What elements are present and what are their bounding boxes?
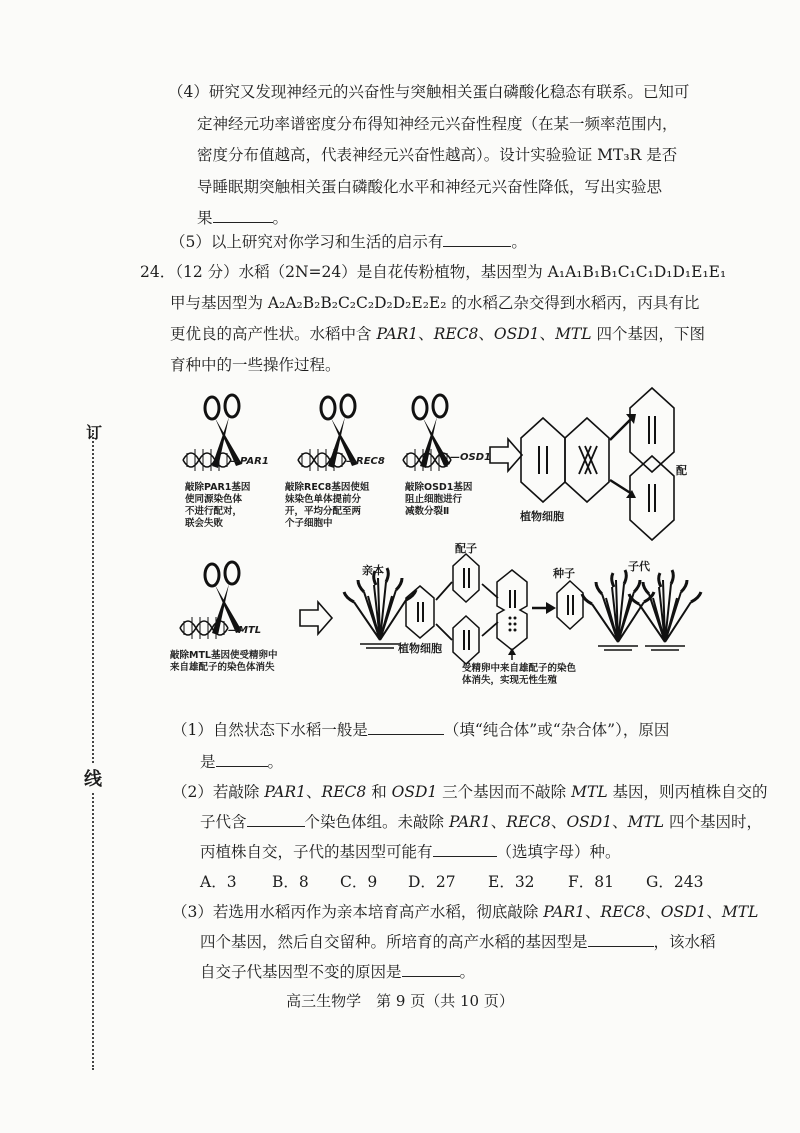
option-d[interactable]: D．27 — [408, 873, 456, 891]
plant-cell-hex — [521, 418, 565, 502]
q24-options — [200, 872, 703, 892]
label-seed: 种子 — [553, 567, 575, 580]
option-e[interactable]: E．32 — [488, 873, 535, 891]
q23-part4-line5: 果 。 — [197, 209, 289, 227]
answer-blank[interactable] — [368, 720, 444, 735]
gene-label-osd1: —OSD1 — [450, 452, 491, 463]
gene-label-par1: —PAR1 — [230, 456, 269, 467]
option-f[interactable]: F．81 — [568, 873, 614, 891]
parent-cell-hex — [406, 586, 434, 638]
arrow-icon — [610, 418, 632, 440]
q23-part4-line1: （4）研究又发现神经元的兴奋性与突触相关蛋白磷酸化稳态有联系。已知可 — [168, 83, 690, 101]
label-plant-cell-2: 植物细胞 — [398, 642, 442, 655]
label-gamete: 配子 — [455, 542, 477, 555]
q23-part4-line2: 定神经元功率谱密度分布得知神经元兴奋性程度（在某一频率范围内， — [197, 115, 678, 133]
gamete-hex — [453, 554, 479, 602]
q24-part2-line2: 子代含 个染色体组。未敲除 PAR1、REC8、OSD1、MTL 四个基因时， — [200, 813, 763, 831]
dna-icon — [298, 449, 346, 471]
caption-mtl: 敲除MTL基因使受精卵中 来自雄配子的染色体消失 — [170, 650, 278, 673]
q24-line4: 育种中的一些操作过程。 — [170, 356, 341, 374]
label-gamete-top: 配 — [676, 464, 687, 477]
option-c[interactable]: C．9 — [340, 873, 378, 891]
margin-mark-top: 订 — [86, 423, 103, 442]
q24-part3-line3: 自交子代基因型不变的原因是 。 — [200, 963, 476, 981]
answer-blank[interactable] — [588, 932, 654, 947]
option-g[interactable]: G．243 — [646, 873, 704, 891]
option-b[interactable]: B．8 — [272, 873, 309, 891]
dividing-cell-hex — [565, 418, 609, 502]
answer-blank[interactable] — [402, 962, 460, 977]
page-footer: 高三生物学 第 9 页（共 10 页） — [286, 992, 514, 1010]
q23-part5: （5）以上研究对你学习和生活的启示有 。 — [170, 233, 527, 251]
answer-blank[interactable] — [216, 752, 268, 767]
gamete-hex — [453, 616, 479, 664]
label-plant-cell: 植物细胞 — [520, 510, 564, 523]
option-a[interactable]: A．3 — [200, 873, 237, 891]
label-parent: 亲本 — [362, 564, 384, 577]
process-arrow-icon — [490, 439, 522, 471]
caption-osd1: 敲除OSD1基因 阻止细胞进行 减数分裂Ⅱ — [405, 482, 473, 517]
label-offspring: 子代 — [628, 560, 650, 573]
q24-line3: 更优良的高产性状。水稻中含 PAR1、REC8、OSD1、MTL 四个基因，下图 — [170, 325, 706, 343]
gene-label-rec8: —REC8 — [346, 456, 385, 467]
caption-zygote: 受精卵中来自雄配子的染色 体消失，实现无性生殖 — [462, 663, 577, 686]
q23-part4-line3: 密度分布值越高，代表神经元兴奋性越高）。设计实验验证 MT₃R 是否 — [197, 146, 678, 164]
q23-part4-line4: 导睡眠期突触相关蛋白磷酸化水平和神经元兴奋性降低，写出实验思 — [197, 178, 663, 196]
gene-label-mtl: —MTL — [228, 625, 262, 636]
q24-part3-line2: 四个基因，然后自交留种。所培育的高产水稻的基因型是 ，该水稻 — [200, 933, 716, 951]
seed-cell-hex — [557, 581, 583, 629]
caption-par1: 敲除PAR1基因 使同源染色体 不进行配对， 联会失败 — [185, 482, 251, 529]
q24-part1-line1: （1）自然状态下水稻一般是 （填“纯合体”或“杂合体”），原因 — [172, 721, 670, 739]
rice-plant-icon — [344, 568, 416, 648]
process-arrow-icon — [300, 602, 332, 634]
q24-header: 24．（12 分）水稻（2N=24）是自花传粉植物，基因型为 A₁A₁B₁B₁C₁C₁D₁D₁E₁E₁ — [140, 263, 727, 281]
daughter-cell-hex — [630, 456, 674, 540]
caption-rec8: 敲除REC8基因使姐 妹染色单体提前分 开，平均分配至两 个子细胞中 — [285, 482, 370, 529]
q24-part2-line3: 丙植株自交，子代的基因型可能有 （选填字母）种。 — [200, 843, 621, 861]
margin-mark-line: 线 — [84, 765, 102, 791]
daughter-cell-hex — [630, 388, 674, 472]
q24-part1-line2: 是 。 — [200, 753, 284, 771]
answer-blank[interactable] — [247, 812, 305, 827]
q24-part2-line1: （2）若敲除 PAR1、REC8 和 OSD1 三个基因而不敲除 MTL 基因，则丙植株自交的 — [172, 783, 768, 801]
zygote-hex — [497, 570, 527, 650]
dna-icon — [180, 617, 228, 639]
dna-icon — [183, 449, 231, 471]
q24-line2: 甲与基因型为 A₂A₂B₂B₂C₂C₂D₂D₂E₂E₂ 的水稻乙杂交得到水稻丙，丙具有比 — [170, 294, 700, 312]
q24-part3-line1: （3）若选用水稻丙作为亲本培育高产水稻，彻底敲除 PAR1、REC8、OSD1、MTL — [172, 903, 759, 921]
answer-blank[interactable] — [433, 842, 497, 857]
arrow-icon — [610, 480, 632, 494]
